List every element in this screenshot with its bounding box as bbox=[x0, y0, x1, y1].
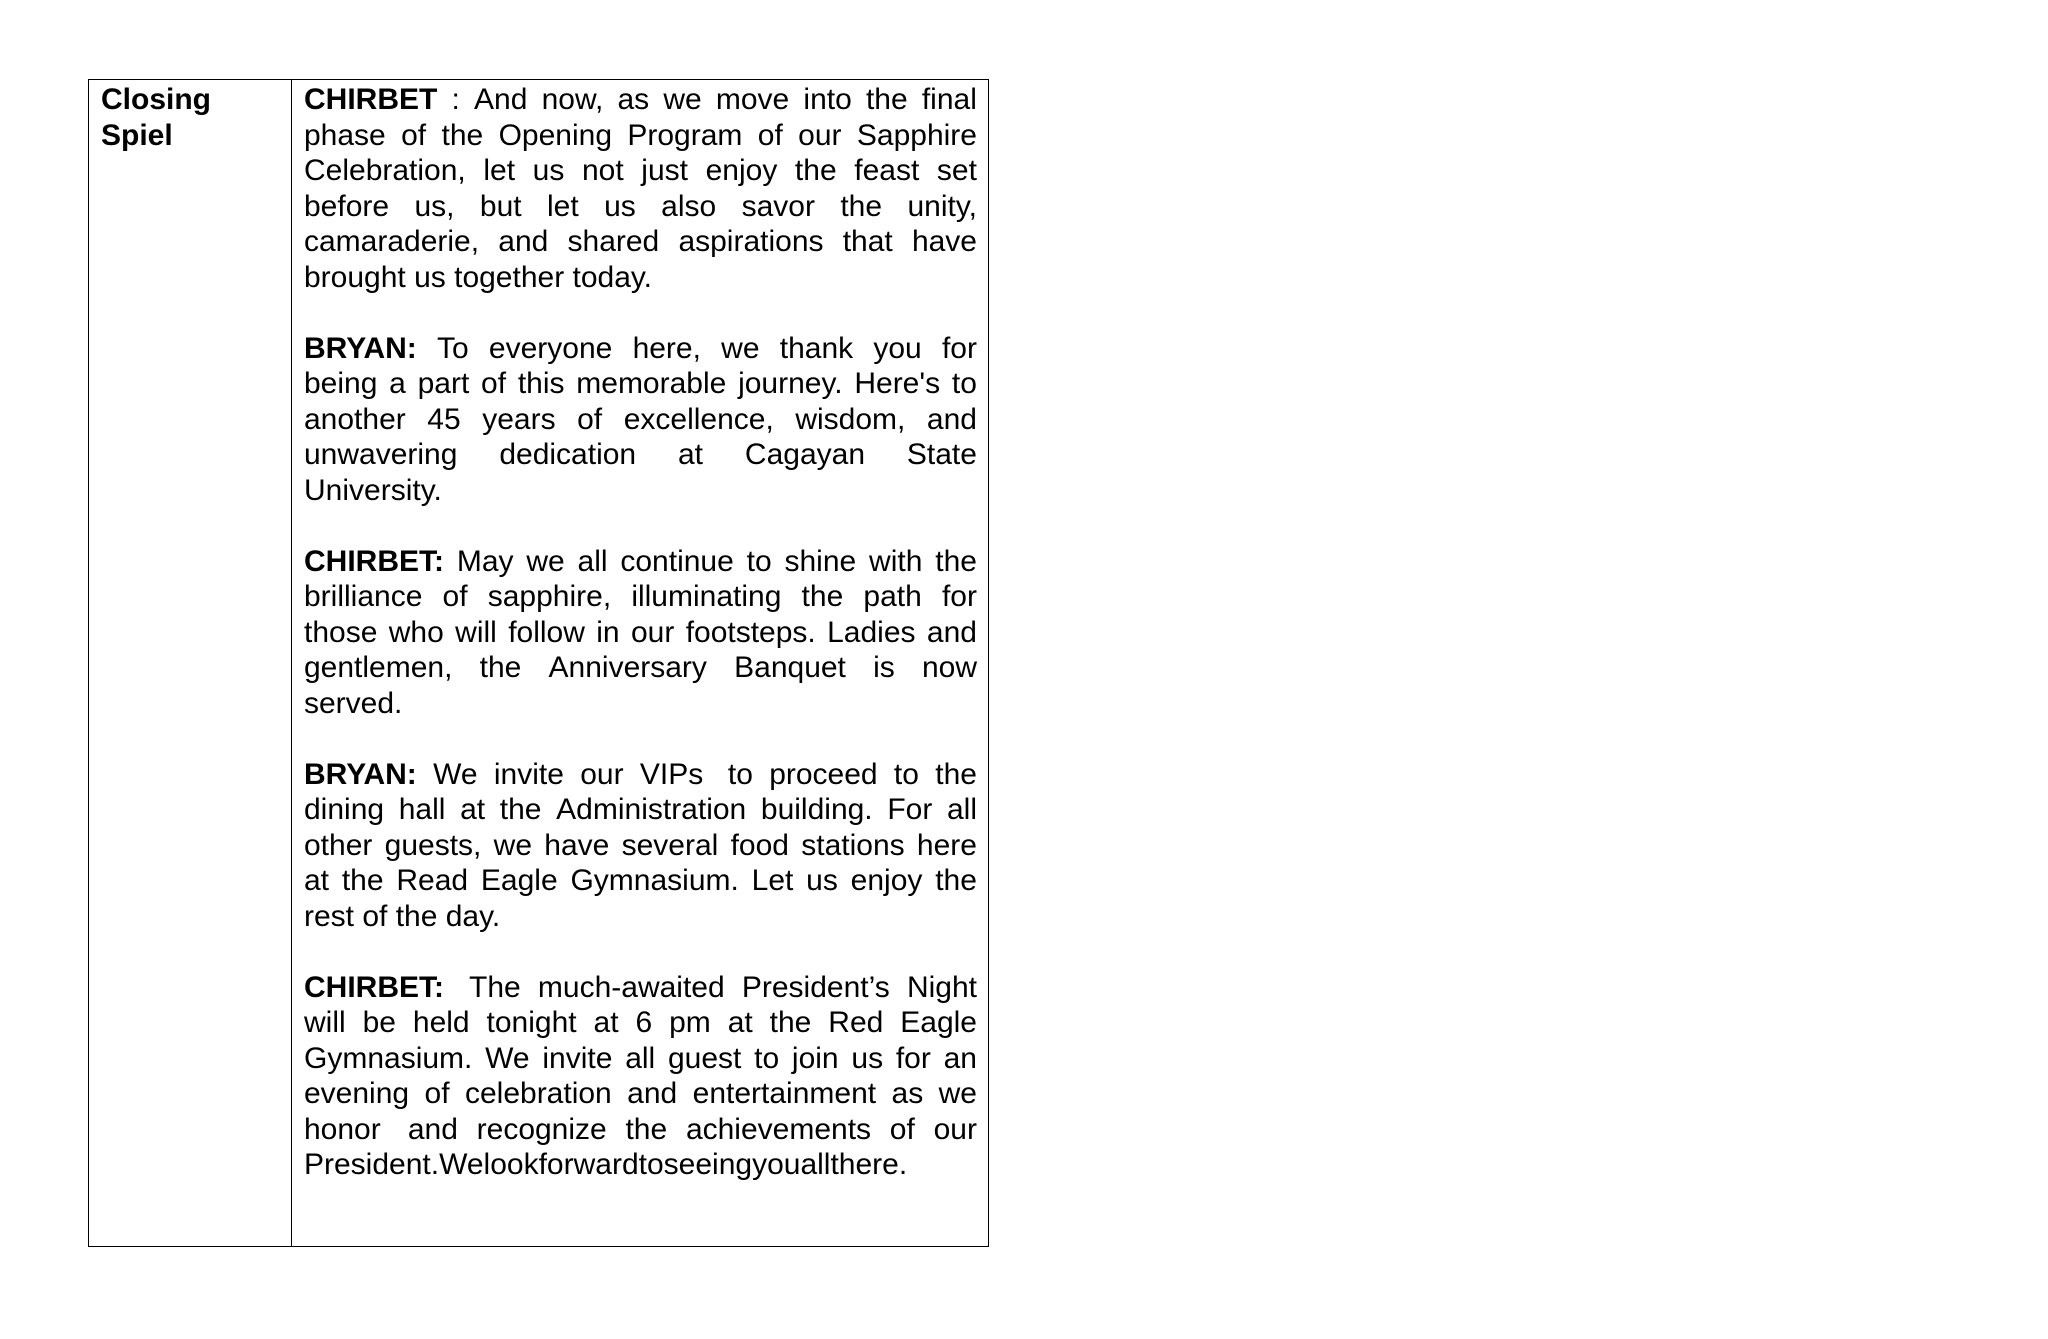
script-word: look bbox=[483, 1148, 539, 1181]
script-word: the bbox=[935, 864, 977, 897]
script-paragraph bbox=[304, 970, 977, 1183]
script-word: a bbox=[389, 367, 406, 400]
script-paragraph bbox=[304, 544, 977, 722]
script-word: here, bbox=[632, 331, 701, 365]
script-word: seeing bbox=[663, 1148, 753, 1181]
script-word: at bbox=[727, 1006, 753, 1039]
script-word: us, bbox=[414, 189, 455, 223]
script-word: of bbox=[424, 1077, 450, 1110]
script-word: we bbox=[663, 83, 702, 116]
script-word: excellence, bbox=[623, 402, 774, 436]
script-word: several bbox=[621, 828, 719, 862]
script-word: that bbox=[842, 225, 893, 258]
script-word: and bbox=[627, 1077, 678, 1110]
script-line bbox=[304, 402, 977, 438]
script-word: all bbox=[800, 1148, 831, 1181]
script-word: 45 bbox=[427, 402, 461, 436]
script-line bbox=[304, 970, 977, 1006]
script-line bbox=[304, 331, 977, 367]
script-word: everyone bbox=[488, 331, 613, 365]
script-word: will bbox=[455, 615, 497, 649]
script-word: footsteps. bbox=[685, 615, 816, 649]
script-word: another bbox=[304, 402, 406, 436]
script-word: and bbox=[926, 615, 977, 649]
script-word: achievements bbox=[685, 1112, 872, 1146]
script-line bbox=[304, 366, 977, 402]
script-word: be bbox=[362, 1006, 396, 1039]
script-word: the bbox=[479, 651, 522, 684]
script-word: of bbox=[757, 118, 783, 152]
script-word: the bbox=[935, 544, 977, 578]
script-word: for bbox=[895, 1041, 931, 1075]
script-word: Eagle bbox=[900, 1006, 977, 1039]
script-word: to bbox=[638, 1148, 664, 1181]
script-word: who bbox=[388, 615, 444, 649]
script-line bbox=[304, 82, 977, 118]
script-word: our bbox=[630, 615, 675, 649]
script-word: recognize bbox=[476, 1112, 607, 1146]
script-line bbox=[304, 1041, 977, 1077]
script-line bbox=[304, 1076, 977, 1112]
script-line bbox=[304, 863, 977, 899]
segment-label-line2: Spiel bbox=[101, 118, 173, 152]
script-word: University. bbox=[304, 473, 442, 507]
script-word: of bbox=[889, 1112, 915, 1146]
script-word: the bbox=[441, 118, 484, 152]
script-word: will bbox=[304, 1006, 346, 1039]
script-word: We bbox=[433, 757, 478, 791]
script-word: held bbox=[412, 1006, 470, 1039]
script-word: let bbox=[547, 189, 579, 223]
speaker-name: BRYAN: bbox=[304, 757, 417, 791]
script-word: us bbox=[806, 864, 838, 897]
script-word: President’s bbox=[741, 970, 890, 1004]
script-word: rest of the day. bbox=[304, 899, 501, 933]
script-paragraph bbox=[304, 82, 977, 295]
script-line bbox=[304, 686, 977, 722]
script-word: the bbox=[801, 580, 844, 613]
script-word: the bbox=[625, 1112, 668, 1146]
script-word: Administration bbox=[556, 793, 747, 826]
script-word: pm bbox=[669, 1006, 711, 1039]
script-word: and bbox=[407, 1112, 458, 1146]
script-word: feast bbox=[854, 154, 920, 187]
script-word: us bbox=[532, 154, 565, 187]
script-word: Eagle bbox=[480, 864, 558, 897]
script-line bbox=[304, 1147, 977, 1183]
script-line bbox=[304, 792, 977, 828]
script-word: years bbox=[482, 402, 556, 436]
script-word: Red bbox=[828, 1006, 884, 1039]
script-word: Program bbox=[627, 118, 743, 152]
script-word: journey. bbox=[738, 367, 843, 400]
script-word: served. bbox=[304, 686, 403, 720]
script-word: invite bbox=[493, 757, 564, 791]
script-word: Ladies bbox=[827, 615, 916, 649]
script-cell bbox=[292, 80, 988, 1246]
script-word: enjoy bbox=[705, 154, 778, 187]
script-word: our bbox=[933, 1112, 977, 1146]
script-word: the bbox=[840, 189, 883, 223]
script-word: VIPs bbox=[639, 757, 712, 791]
script-word: To bbox=[437, 331, 469, 365]
script-word: we bbox=[493, 828, 533, 862]
script-word: tonight bbox=[486, 1006, 577, 1039]
segment-label-line1: Closing bbox=[101, 83, 211, 116]
script-word: all bbox=[577, 544, 608, 578]
script-word: celebration bbox=[464, 1077, 612, 1110]
script-word: to bbox=[951, 367, 977, 400]
script-paragraph bbox=[304, 331, 977, 509]
script-word: to bbox=[893, 757, 919, 791]
script-word: of bbox=[442, 580, 468, 613]
script-word: and bbox=[926, 402, 977, 436]
script-word: building. bbox=[760, 793, 873, 826]
script-line bbox=[304, 473, 977, 509]
script-word: wisdom, bbox=[795, 402, 906, 436]
script-word: gentlemen, bbox=[304, 651, 453, 684]
script-word: at bbox=[678, 438, 704, 471]
script-word: before bbox=[304, 189, 390, 223]
script-word: proceed bbox=[769, 757, 878, 791]
script-word: the bbox=[865, 83, 908, 116]
script-word: now bbox=[921, 651, 977, 684]
script-word: an bbox=[943, 1041, 977, 1075]
speaker-name: CHIRBET bbox=[304, 83, 438, 116]
script-word: dedication bbox=[499, 438, 637, 471]
script-word: Read bbox=[396, 864, 469, 897]
script-word: our bbox=[580, 757, 624, 791]
script-word: not bbox=[581, 154, 624, 187]
script-word: and bbox=[498, 225, 549, 258]
script-word: stations bbox=[801, 828, 905, 862]
script-line bbox=[304, 579, 977, 615]
script-word: us bbox=[604, 189, 636, 223]
script-word: forward bbox=[538, 1148, 639, 1181]
script-word: part bbox=[417, 367, 470, 400]
script-word: We bbox=[485, 1041, 530, 1075]
script-word: at bbox=[593, 1006, 619, 1039]
script-word: at bbox=[304, 864, 330, 897]
script-word: this bbox=[517, 367, 565, 400]
script-word: the bbox=[499, 793, 542, 826]
script-word: aspirations bbox=[678, 225, 824, 258]
script-word: Gymnasium. bbox=[304, 1041, 473, 1075]
script-word: the bbox=[769, 1006, 812, 1039]
script-word: memorable bbox=[576, 367, 727, 400]
script-word: brilliance bbox=[304, 580, 423, 613]
script-word: phase bbox=[304, 118, 386, 152]
script-line bbox=[304, 899, 977, 935]
script-word: to bbox=[727, 757, 753, 791]
script-word: you bbox=[752, 1148, 801, 1181]
script-word: at bbox=[460, 793, 486, 826]
program-table bbox=[88, 79, 989, 1247]
script-word: there. bbox=[830, 1148, 908, 1181]
script-word: the bbox=[341, 864, 384, 897]
script-line bbox=[304, 757, 977, 793]
script-word: you bbox=[873, 331, 922, 365]
script-word: food bbox=[730, 828, 789, 862]
script-word: Sapphire bbox=[856, 118, 977, 152]
script-word: of bbox=[481, 367, 507, 400]
script-word: move bbox=[715, 83, 790, 116]
script-word: we bbox=[721, 331, 760, 365]
script-word: all bbox=[625, 1041, 656, 1075]
script-word: here bbox=[916, 828, 977, 862]
script-word: Here's bbox=[854, 367, 941, 400]
script-word: Cagayan bbox=[744, 438, 866, 471]
script-word: other bbox=[304, 828, 373, 862]
script-word: we bbox=[526, 544, 565, 578]
script-line bbox=[304, 828, 977, 864]
script-word: And bbox=[474, 83, 528, 116]
script-line bbox=[304, 1005, 977, 1041]
script-word: join bbox=[791, 1041, 839, 1075]
script-word: continue bbox=[620, 544, 734, 578]
script-word: illuminating bbox=[631, 580, 782, 613]
script-word: but bbox=[479, 189, 522, 223]
speaker-name: CHIRBET: bbox=[304, 970, 444, 1004]
script-word: as bbox=[617, 83, 650, 116]
script-word: camaraderie, bbox=[304, 225, 480, 258]
script-word: : bbox=[451, 83, 460, 116]
script-word: also bbox=[661, 189, 717, 223]
script-word: for bbox=[941, 331, 977, 365]
script-word: as bbox=[891, 1077, 924, 1110]
script-line bbox=[304, 544, 977, 580]
script-word: now, bbox=[541, 83, 604, 116]
script-word: shine bbox=[784, 544, 857, 578]
script-line bbox=[304, 118, 977, 154]
script-word: follow bbox=[508, 615, 585, 649]
script-line bbox=[304, 260, 977, 296]
script-word: enjoy bbox=[850, 864, 923, 897]
script-word: Let bbox=[751, 864, 794, 897]
script-line bbox=[304, 650, 977, 686]
segment-cell bbox=[89, 80, 292, 1246]
script-word: dining bbox=[304, 793, 385, 826]
script-word: May bbox=[456, 544, 514, 578]
script-word: is bbox=[873, 651, 895, 684]
script-line bbox=[304, 1112, 977, 1148]
script-word: savor bbox=[741, 189, 815, 223]
speaker-name: BRYAN: bbox=[304, 331, 417, 365]
script-word: guest bbox=[667, 1041, 742, 1075]
script-word: all bbox=[946, 793, 977, 826]
script-line bbox=[304, 615, 977, 651]
script-word: to bbox=[746, 544, 772, 578]
script-word: State bbox=[906, 438, 977, 471]
script-word: set bbox=[936, 154, 977, 187]
script-word: Celebration, bbox=[304, 154, 466, 187]
script-word: thank bbox=[779, 331, 854, 365]
script-word: just bbox=[641, 154, 688, 187]
script-word: invite bbox=[542, 1041, 613, 1075]
script-word: being bbox=[304, 367, 378, 400]
speaker-name: CHIRBET: bbox=[304, 544, 444, 578]
script-word: into bbox=[803, 83, 852, 116]
script-word: have bbox=[911, 225, 977, 258]
script-word: entertainment bbox=[692, 1077, 877, 1110]
script-word: Gymnasium. bbox=[570, 864, 739, 897]
script-word: those bbox=[304, 615, 378, 649]
script-word: we bbox=[938, 1077, 977, 1110]
script-word: Anniversary bbox=[548, 651, 707, 684]
script-word: with bbox=[869, 544, 923, 578]
script-word: much-awaited bbox=[537, 970, 725, 1004]
script-word: unity, bbox=[907, 189, 977, 223]
script-word: shared bbox=[567, 225, 660, 258]
script-word: of bbox=[401, 118, 427, 152]
script-word: the bbox=[794, 154, 837, 187]
script-word: Opening bbox=[498, 118, 613, 152]
script-word: to bbox=[754, 1041, 780, 1075]
script-word: us bbox=[851, 1041, 884, 1075]
script-line bbox=[304, 437, 977, 473]
script-word: have bbox=[544, 828, 610, 862]
script-line bbox=[304, 224, 977, 260]
script-word: our bbox=[798, 118, 842, 152]
script-word: sapphire, bbox=[487, 580, 612, 613]
script-word: brought us together today. bbox=[304, 260, 653, 294]
script-word: President. bbox=[304, 1148, 440, 1181]
script-word: Night bbox=[906, 970, 977, 1004]
script-word: unwavering bbox=[304, 438, 458, 471]
script-word: For bbox=[887, 793, 933, 826]
script-line bbox=[304, 189, 977, 225]
script-word: path bbox=[863, 580, 922, 613]
script-word: the bbox=[935, 757, 977, 791]
script-word: of bbox=[577, 402, 603, 436]
script-word: honor bbox=[304, 1112, 390, 1146]
script-word: 6 bbox=[635, 1006, 653, 1039]
script-word: final bbox=[921, 83, 977, 116]
script-word: guests, bbox=[384, 828, 482, 862]
script-word: for bbox=[941, 580, 977, 613]
script-paragraph bbox=[304, 757, 977, 935]
script-word: evening bbox=[304, 1077, 410, 1110]
script-word: let bbox=[483, 154, 516, 187]
script-word: Banquet bbox=[734, 651, 846, 684]
script-word: in bbox=[596, 615, 620, 649]
script-word: hall bbox=[398, 793, 446, 826]
script-word: We bbox=[439, 1148, 484, 1181]
script-word: The bbox=[461, 970, 521, 1004]
script-line bbox=[304, 153, 977, 189]
